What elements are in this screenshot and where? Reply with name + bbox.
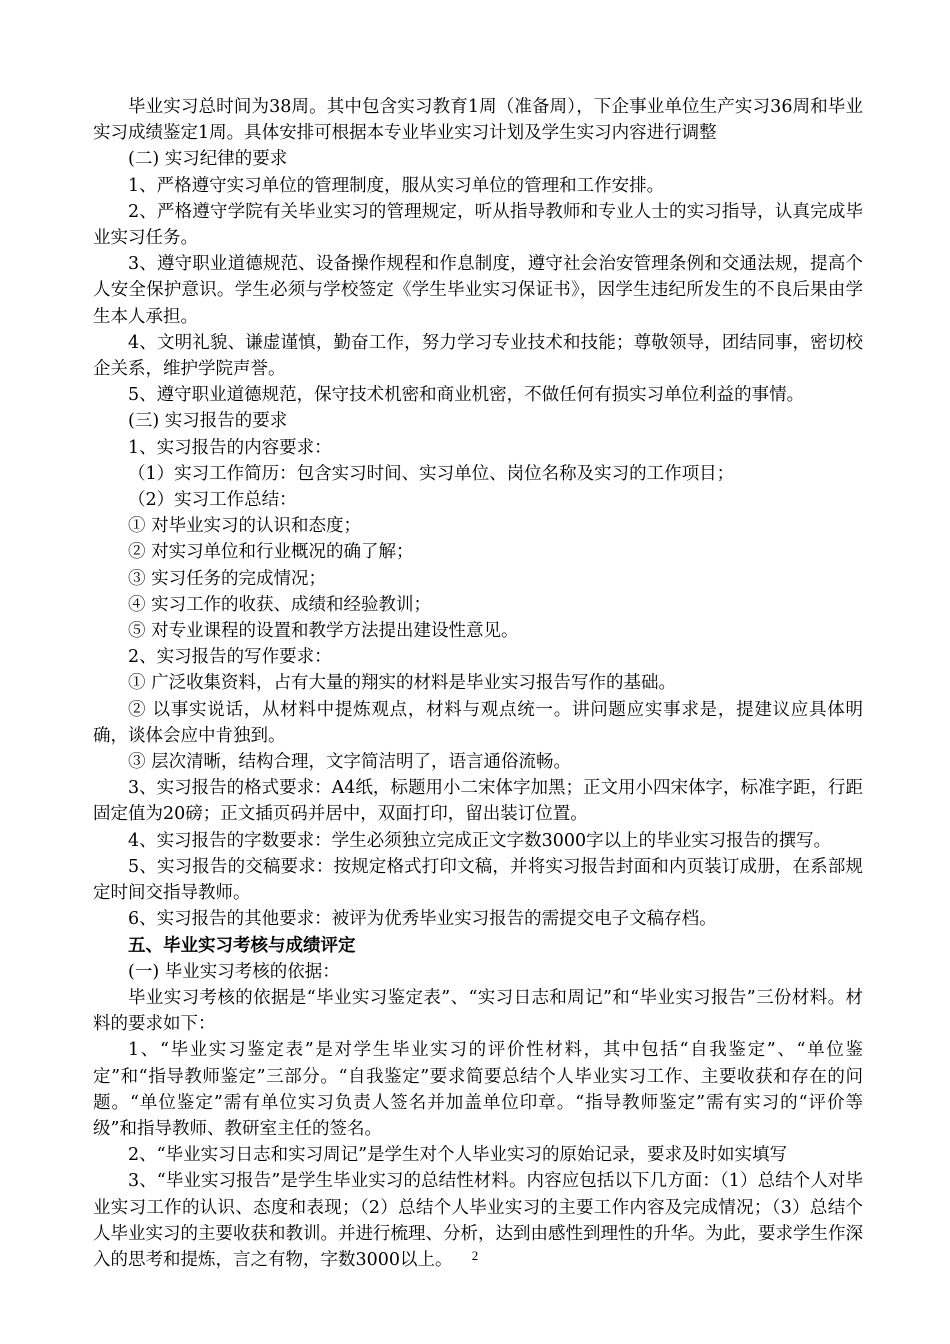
paragraph: 1、“毕业实习鉴定表”是对学生毕业实习的评价性材料，其中包括“自我鉴定”、“单位鉴定”和“指导教师鉴定”三部分。“自我鉴定”要求简要总结个人毕业实习工作、主要收获和存在的问题。“单位鉴定”需有单位实习负责人签名并加盖单位印章。“指导教师鉴定”需有实习的“评价等级”和指导教师、教研室主任的签名。 xyxy=(93,1040,863,1139)
page-number: 2 xyxy=(471,1248,479,1263)
paragraph: 毕业实习总时间为38周。其中包含实习教育1周（准备周），下企事业单位生产实习36周和毕业实习成绩鉴定1周。具体安排可根据本专业毕业实习计划及学生实习内容进行调整 xyxy=(93,97,863,144)
paragraph: 2、实习报告的写作要求： xyxy=(128,647,332,668)
section-subheading: (三) 实习报告的要求 xyxy=(128,411,288,432)
paragraph: 1、实习报告的内容要求： xyxy=(128,437,332,458)
paragraph: 3、遵守职业道德规范、设备操作规程和作息制度，遵守社会治安管理条例和交通法规，提高个人安全保护意识。学生必须与学校签定《学生毕业实习保证书》，因学生违纪所发生的不良后果由学生本人承担。 xyxy=(93,254,863,327)
paragraph: 2、严格遵守学院有关毕业实习的管理规定，听从指导教师和专业人士的实习指导，认真完成毕业实习任务。 xyxy=(93,201,863,249)
list-item: ③ 层次清晰，结构合理，文字简洁明了，语言通俗流畅。 xyxy=(128,752,572,773)
paragraph: 1、严格遵守实习单位的管理制度，服从实习单位的管理和工作安排。 xyxy=(128,175,665,196)
paragraph: 毕业实习考核的依据是“毕业实习鉴定表”、“实习日志和周记”和“毕业实习报告”三份材料。材料的要求如下： xyxy=(93,987,863,1035)
paragraph: 2、“毕业实习日志和实习周记”是学生对个人毕业实习的原始记录，要求及时如实填写 xyxy=(128,1145,788,1166)
section-subheading: (二) 实习纪律的要求 xyxy=(128,149,288,170)
paragraph: 3、“毕业实习报告”是学生毕业实习的总结性材料。内容应包括以下几方面：（1）总结个人对毕业实习工作的认识、态度和表现；（2）总结个人毕业实习的主要工作内容及完成情况；（3）总结个人毕业实习的主要收获和教训。并进行梳理、分析，达到由感性到理性的升华。为此，要求学生作深入的思考和提炼，言之有物，字数3000以上。 xyxy=(93,1171,863,1270)
list-item: （2）实习工作总结： xyxy=(128,490,297,511)
list-item: ③ 实习任务的完成情况； xyxy=(128,568,327,589)
paragraph: 4、实习报告的字数要求：学生必须独立完成正文字数3000字以上的毕业实习报告的撰写。 xyxy=(128,830,832,851)
list-item: ① 对毕业实习的认识和态度； xyxy=(128,516,362,537)
list-item: ② 以事实说话，从材料中提炼观点，材料与观点统一。讲问题应实事求是，提建议应具体明确，谈体会应中肯独到。 xyxy=(93,699,863,746)
paragraph: 5、实习报告的交稿要求：按规定格式打印文稿，并将实习报告封面和内页装订成册，在系部规定时间交指导教师。 xyxy=(93,856,863,904)
section-subheading: (一) 毕业实习考核的依据： xyxy=(128,961,340,982)
list-item: ④ 实习工作的收获、成绩和经验教训； xyxy=(128,594,432,615)
document-body xyxy=(93,94,863,1273)
list-item: ① 广泛收集资料，占有大量的翔实的材料是毕业实习报告写作的基础。 xyxy=(128,673,677,694)
list-item: （1）实习工作简历：包含实习时间、实习单位、岗位名称及实习的工作项目； xyxy=(128,463,735,484)
paragraph: 5、遵守职业道德规范，保守技术机密和商业机密，不做任何有损实习单位利益的事情。 xyxy=(128,385,805,406)
paragraph: 6、实习报告的其他要求：被评为优秀毕业实习报告的需提交电子文稿存档。 xyxy=(128,909,717,930)
paragraph: 4、文明礼貌、谦虚谨慎，勤奋工作，努力学习专业技术和技能；尊敬领导，团结同事，密切校企关系，维护学院声誉。 xyxy=(93,332,863,380)
list-item: ⑤ 对专业课程的设置和教学方法提出建设性意见。 xyxy=(128,621,519,642)
paragraph: 3、实习报告的格式要求：A4纸，标题用小二宋体字加黑；正文用小四宋体字，标准字距，行距固定值为20磅；正文插页码并居中，双面打印，留出装订位置。 xyxy=(93,778,863,825)
list-item: ② 对实习单位和行业概况的确了解； xyxy=(128,542,414,563)
section-heading: 五、毕业实习考核与成绩评定 xyxy=(128,935,356,956)
